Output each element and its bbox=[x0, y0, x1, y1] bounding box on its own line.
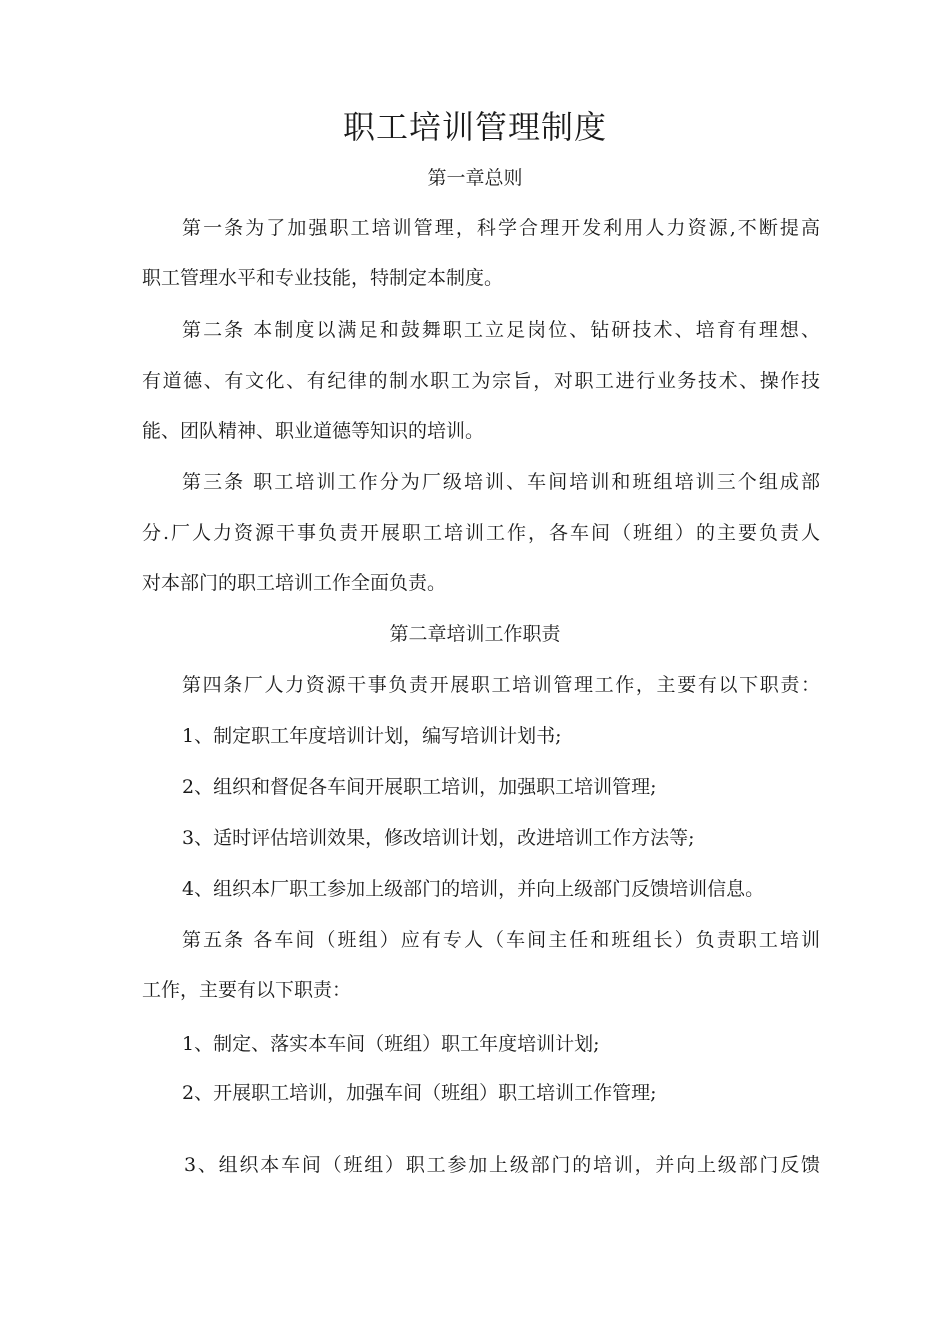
article-1-line-1: 第一条为了加强职工培训管理，科学合理开发利用人力资源,不断提高 bbox=[182, 217, 820, 239]
chapter-heading-1: 第一章总则 bbox=[427, 167, 523, 189]
article-2-line-2: 有道德、有文化、有纪律的制水职工为宗旨，对职工进行业务技术、操作技 bbox=[142, 370, 820, 392]
article-2-line-1: 第二条 本制度以满足和鼓舞职工立足岗位、钻研技术、培育有理想、 bbox=[182, 319, 820, 341]
article-5-line-2: 工作，主要有以下职责： bbox=[142, 979, 352, 1001]
article-4-item-1: 1、制定职工年度培训计划，编写培训计划书; bbox=[182, 725, 562, 747]
article-5-item-2: 2、开展职工培训，加强车间（班组）职工培训工作管理; bbox=[182, 1082, 657, 1104]
chapter-heading-2: 第二章培训工作职责 bbox=[389, 623, 561, 645]
article-5-line-1: 第五条 各车间（班组）应有专人（车间主任和班组长）负责职工培训 bbox=[182, 929, 820, 951]
article-4-item-4: 4、组织本厂职工参加上级部门的培训，并向上级部门反馈培训信息。 bbox=[182, 878, 765, 900]
article-2-line-3: 能、团队精神、职业道德等知识的培训。 bbox=[142, 420, 485, 442]
document-title: 职工培训管理制度 bbox=[342, 108, 607, 146]
article-5-item-1: 1、制定、落实本车间（班组）职工年度培训计划; bbox=[182, 1033, 600, 1055]
article-4-item-3: 3、适时评估培训效果，修改培训计划，改进培训工作方法等; bbox=[182, 827, 695, 849]
article-5-item-3: 3、组织本车间（班组）职工参加上级部门的培训，并向上级部门反馈 bbox=[184, 1154, 820, 1176]
article-3-line-1: 第三条 职工培训工作分为厂级培训、车间培训和班组培训三个组成部 bbox=[182, 471, 820, 493]
article-4-line-1: 第四条厂人力资源干事负责开展职工培训管理工作，主要有以下职责： bbox=[182, 674, 820, 696]
article-4-item-2: 2、组织和督促各车间开展职工培训，加强职工培训管理; bbox=[182, 776, 657, 798]
article-3-line-3: 对本部门的职工培训工作全面负责。 bbox=[142, 572, 447, 594]
article-1-line-2: 职工管理水平和专业技能，特制定本制度。 bbox=[142, 267, 504, 289]
article-3-line-2: 分.厂人力资源干事负责开展职工培训工作，各车间（班组）的主要负责人 bbox=[142, 522, 820, 544]
